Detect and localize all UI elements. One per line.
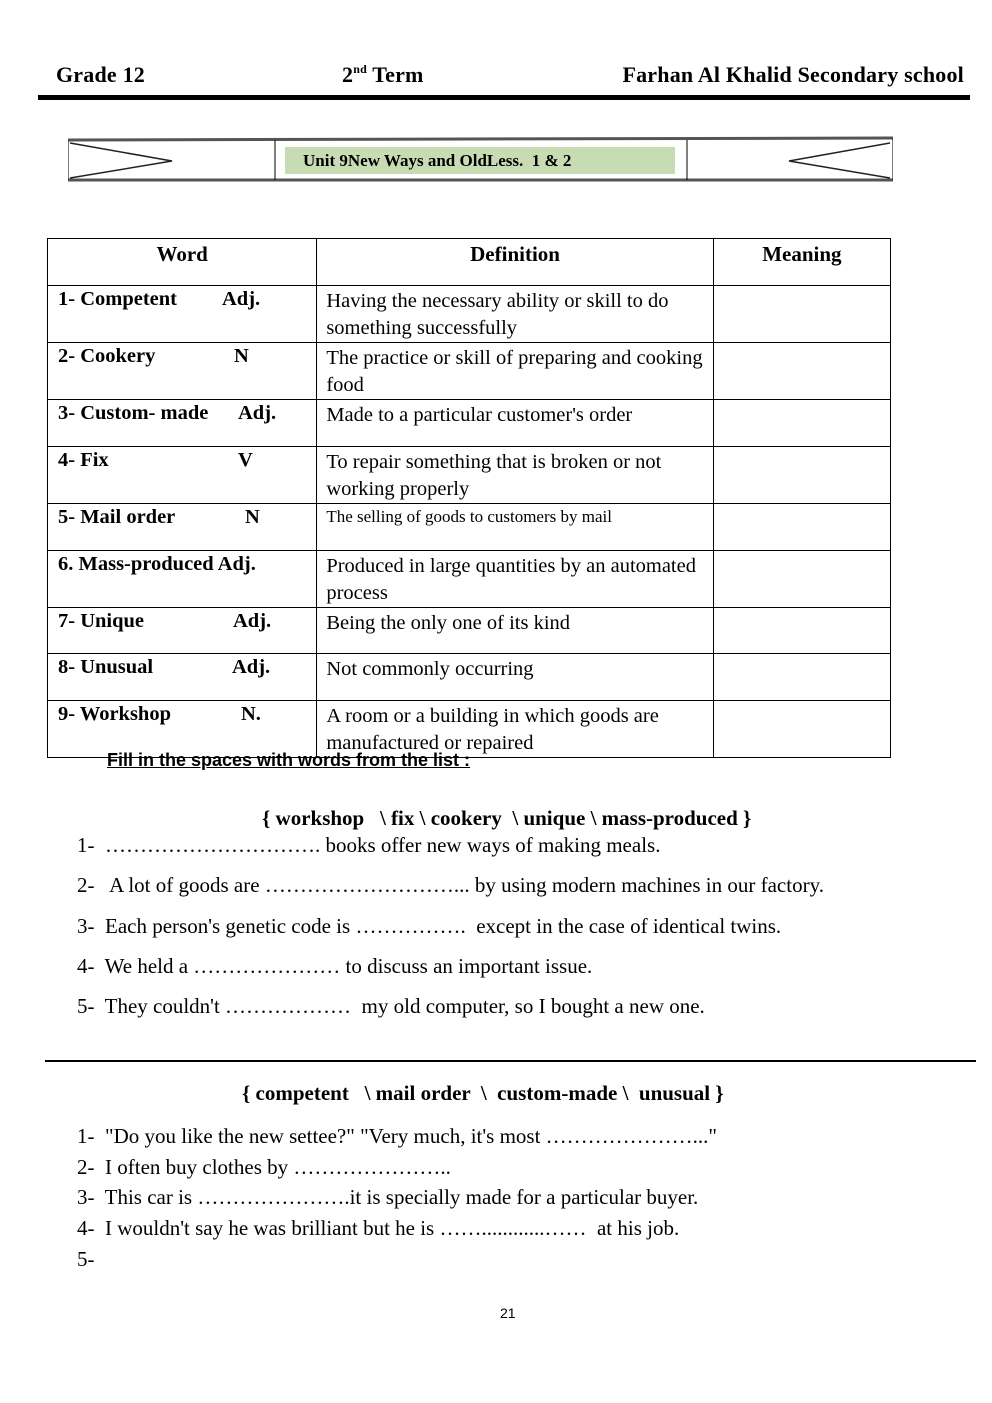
unit-number: Unit 9 (303, 150, 348, 170)
meaning-cell (713, 400, 890, 447)
unit-title-box (285, 147, 675, 174)
sentence-number: 5- (77, 1247, 95, 1271)
table-row (48, 504, 891, 551)
sentence-number: 2- (77, 873, 95, 897)
definition-cell: To repair something that is broken or not working properly (317, 447, 713, 504)
table-row (48, 400, 891, 447)
word-list-1: { workshop \ fix \ cookery \ unique \ mass-produced } (262, 806, 752, 830)
sentence-text: A lot of goods are ………………………... by using modern machines in our factory. (105, 873, 824, 897)
meaning-cell (713, 447, 890, 504)
definition-cell: The selling of goods to customers by mail (317, 504, 713, 551)
sentence-text: I wouldn't say he was brilliant but he is ……............…… at his job. (105, 1216, 680, 1240)
meaning-cell (713, 701, 890, 758)
meaning-cell (713, 608, 890, 654)
sentence-text: …………………………. books offer new ways of making meals. (105, 833, 661, 857)
sentence-text: "Do you like the new settee?" "Very much, it's most …………………..." (105, 1124, 717, 1148)
page-number: 21 (500, 1305, 516, 1321)
word-text: 3- Custom- made (58, 402, 209, 424)
part-of-speech: Adj. (232, 656, 271, 678)
header-word: Word (48, 239, 317, 286)
definition-cell: Produced in large quantities by an automated process (317, 551, 713, 608)
left-arrow-icon (70, 143, 172, 178)
word-text: 5- Mail order (58, 506, 176, 528)
grade-label: Grade 12 (56, 62, 145, 87)
part-of-speech: Adj. (233, 610, 272, 632)
meaning-cell (713, 504, 890, 551)
part-of-speech: Adj. (217, 553, 256, 575)
exercise-instruction: Fill in the spaces with words from the list : (107, 750, 471, 770)
school-name: Farhan Al Khalid Secondary school (622, 62, 964, 87)
sentence-item (77, 1185, 698, 1210)
sentence-item (77, 1247, 105, 1272)
word-text: 9- Workshop (58, 703, 171, 725)
definition-cell: Being the only one of its kind (317, 608, 713, 654)
definition-cell: Not commonly occurring (317, 654, 713, 701)
word-cell (48, 286, 317, 343)
header-definition: Definition (317, 239, 713, 286)
part-of-speech: N (245, 506, 260, 528)
meaning-cell (713, 551, 890, 608)
word-cell (48, 608, 317, 654)
word-cell (48, 654, 317, 701)
sentence-number: 3- (77, 914, 95, 938)
word-cell (48, 504, 317, 551)
unit-title: New Ways and Old (347, 150, 487, 170)
sentence-item (77, 1155, 451, 1180)
word-text: 6. Mass-produced (58, 553, 214, 575)
table-row (48, 343, 891, 400)
word-text: 4- Fix (58, 449, 109, 471)
word-text: 8- Unusual (58, 656, 154, 678)
unit-banner (68, 135, 893, 183)
table-row (48, 701, 891, 758)
sentence-item (77, 914, 781, 939)
term-word: Term (372, 62, 424, 87)
vocab-table (47, 238, 891, 758)
word-list-2: { competent \ mail order \ custom-made \ unusual } (242, 1081, 724, 1105)
part-of-speech: Adj. (222, 288, 261, 310)
sentence-text: They couldn't ……………… my old computer, so I bought a new one. (104, 994, 705, 1018)
table-header-row (48, 239, 891, 286)
word-cell (48, 551, 317, 608)
table-row (48, 608, 891, 654)
table-row (48, 551, 891, 608)
sentence-number: 5- (77, 994, 95, 1018)
sentence-item (77, 873, 824, 898)
unit-lessons: Less. 1 & 2 (486, 150, 572, 170)
sentence-number: 4- (77, 1216, 95, 1240)
sentence-text: Each person's genetic code is ……………. except in the case of identical twins. (105, 914, 782, 938)
sentence-number: 4- (77, 954, 95, 978)
meaning-cell (713, 343, 890, 400)
word-cell (48, 701, 317, 758)
term-label (342, 62, 424, 88)
sentence-number: 1- (77, 1124, 95, 1148)
word-text: 7- Unique (58, 610, 145, 632)
header-meaning: Meaning (713, 239, 890, 286)
sentence-item (77, 954, 592, 979)
table-row (48, 654, 891, 701)
table-row (48, 286, 891, 343)
sentence-number: 2- (77, 1155, 95, 1179)
header-rule (38, 95, 970, 100)
word-cell (48, 447, 317, 504)
sentence-item (77, 833, 660, 858)
word-cell (48, 400, 317, 447)
term-suffix: nd (353, 62, 367, 76)
definition-cell: The practice or skill of preparing and cooking food (317, 343, 713, 400)
sentence-item (77, 1124, 717, 1149)
sentence-item (77, 994, 705, 1019)
sentence-text: I often buy clothes by ………………….. (105, 1155, 451, 1179)
part-of-speech: Adj. (238, 402, 277, 424)
section-divider (45, 1060, 976, 1062)
sentence-item (77, 1216, 679, 1241)
definition-cell: A room or a building in which goods are manufactured or repaired (317, 701, 713, 758)
sentence-number: 3- (77, 1185, 95, 1209)
definition-cell: Having the necessary ability or skill to do something successfully (317, 286, 713, 343)
meaning-cell (713, 286, 890, 343)
part-of-speech: N. (241, 703, 261, 725)
word-text: 1- Competent (58, 288, 177, 310)
sentence-number: 1- (77, 833, 95, 857)
part-of-speech: N (234, 345, 249, 367)
part-of-speech: V (238, 449, 253, 471)
word-cell (48, 343, 317, 400)
table-row (48, 447, 891, 504)
sentence-text: This car is ………………….it is specially made for a particular buyer. (104, 1185, 699, 1209)
word-text: 2- Cookery (58, 345, 156, 367)
term-ordinal: 2 (342, 62, 354, 87)
meaning-cell (713, 654, 890, 701)
definition-cell: Made to a particular customer's order (317, 400, 713, 447)
sentence-text: We held a ………………… to discuss an important issue. (104, 954, 593, 978)
right-arrow-icon (789, 143, 890, 178)
